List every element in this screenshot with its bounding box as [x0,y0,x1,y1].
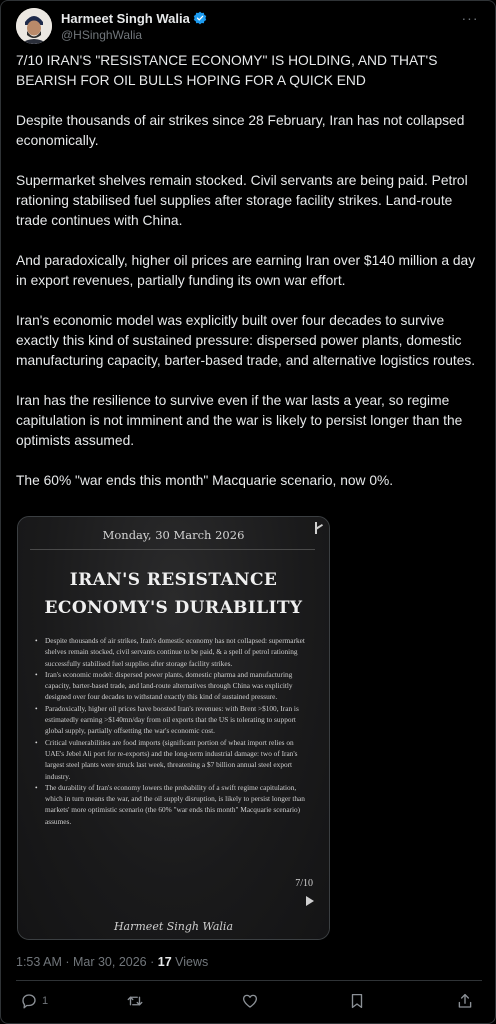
play-arrow-icon [306,896,314,906]
tweet-paragraph: Despite thousands of air strikes since 28 February, Iran has not collapsed economically. [16,113,465,148]
tweet-paragraph: And paradoxically, higher oil prices are earning Iran over $140 million a day in export revenues, partially funding its own war effort. [16,253,476,288]
media-title-line: ECONOMY'S DURABILITY [44,598,303,618]
actions-divider [16,980,482,981]
like-button[interactable] [241,990,259,1012]
media-bullet: • Paradoxically, higher oil prices have boosted Iran's revenues: with Brent >$100, Iran is estimatedly earning >$140mn/day from oil exports that the US is tolerating to support global supply, partially offsetting the war's economic cost. [32,703,310,737]
author-handle[interactable]: @HSinghWalia [61,27,143,42]
author-names [61,11,207,42]
bookmark-button[interactable] [348,990,366,1012]
avatar[interactable] [16,8,52,44]
tweet-text [16,51,482,511]
tweet-paragraph: Iran has the resilience to survive even if the war lasts a year, so regime capitulation is not imminent and the war is likely to persist longer than the optimists assumed. [16,393,463,448]
media-title [18,566,329,622]
media-divider [30,549,315,550]
tweet-header [16,6,486,46]
retweet-icon [126,992,144,1010]
share-button[interactable] [456,990,474,1012]
bookmark-icon [348,992,366,1010]
tweet-actions [16,990,482,1012]
media-page-number: 7/10 [295,878,313,889]
media-bullet-list [32,635,310,827]
media-date: Monday, 30 March 2026 [102,528,245,542]
display-name[interactable]: Harmeet Singh Walia [61,10,190,26]
retweet-button[interactable] [126,990,144,1012]
tweet-paragraph: Iran's economic model was explicitly built over four decades to survive exactly this kind of sustained pressure: dispersed power plants, domestic manufacturing capacity, barter-based trade, and alternative logistics routes. [16,313,476,368]
tweet-media-image[interactable] [17,516,330,940]
media-signature: Harmeet Singh Walia [113,920,234,933]
media-bullet: • Iran's economic model: dispersed power plants, domestic pharma and manufacturing capacity, barter-based trade, and land-route alternatives through China was explicitly designed over four decades to withstand exactly this kind of sustained pressure. [32,669,310,703]
share-icon [456,992,474,1010]
like-icon [241,992,259,1010]
more-options-icon[interactable]: ··· [461,10,479,26]
media-bullet: • The durability of Iran's economy lowers the probability of a swift regime capitulation, which in turn means the war, and the oil supply disruption, is likely to persist longer than markets' more optimistic scenario (the 60% "war ends this month" Macquarie scenario) assumes. [32,782,310,827]
tweet-paragraph: 7/10 IRAN'S "RESISTANCE ECONOMY" IS HOLDING, AND THAT'S BEARISH FOR OIL BULLS HOPING FOR A QUICK END [16,53,438,88]
tweet-meta [16,955,208,969]
verified-badge-icon [193,11,207,25]
reply-count: 1 [42,995,49,1007]
view-count: 17 [157,955,172,969]
media-title-line: IRAN'S RESISTANCE [69,570,278,590]
media-bullet: • Despite thousands of air strikes, Iran's domestic economy has not collapsed: supermarket shelves remain stocked, civil servants continue to be paid, & a spell of petrol rationing successfully stabilised fuel supplies after storage facility strikes. [32,635,310,669]
tweet-paragraph: The 60% "war ends this month" Macquarie scenario, now 0%. [16,473,394,488]
media-bullet: • Critical vulnerabilities are food imports (significant portion of wheat import relies on UAE's Jebel Ali port for re-exports) and the long-term industrial damage: two of Iran's largest steel plants were struck last week, threatening a $7 billion annual steel export industry. [32,737,310,782]
tweet-paragraph: Supermarket shelves remain stocked. Civil servants are being paid. Petrol rationing stabilised fuel supplies after storage facility strikes. Land-route trade continues with China. [16,173,468,228]
reply-icon [20,992,38,1010]
reply-button[interactable] [20,990,48,1012]
views-label: Views [171,955,209,969]
tweet-timestamp[interactable]: 1:53 AM · Mar 30, 2026 · [16,955,158,969]
